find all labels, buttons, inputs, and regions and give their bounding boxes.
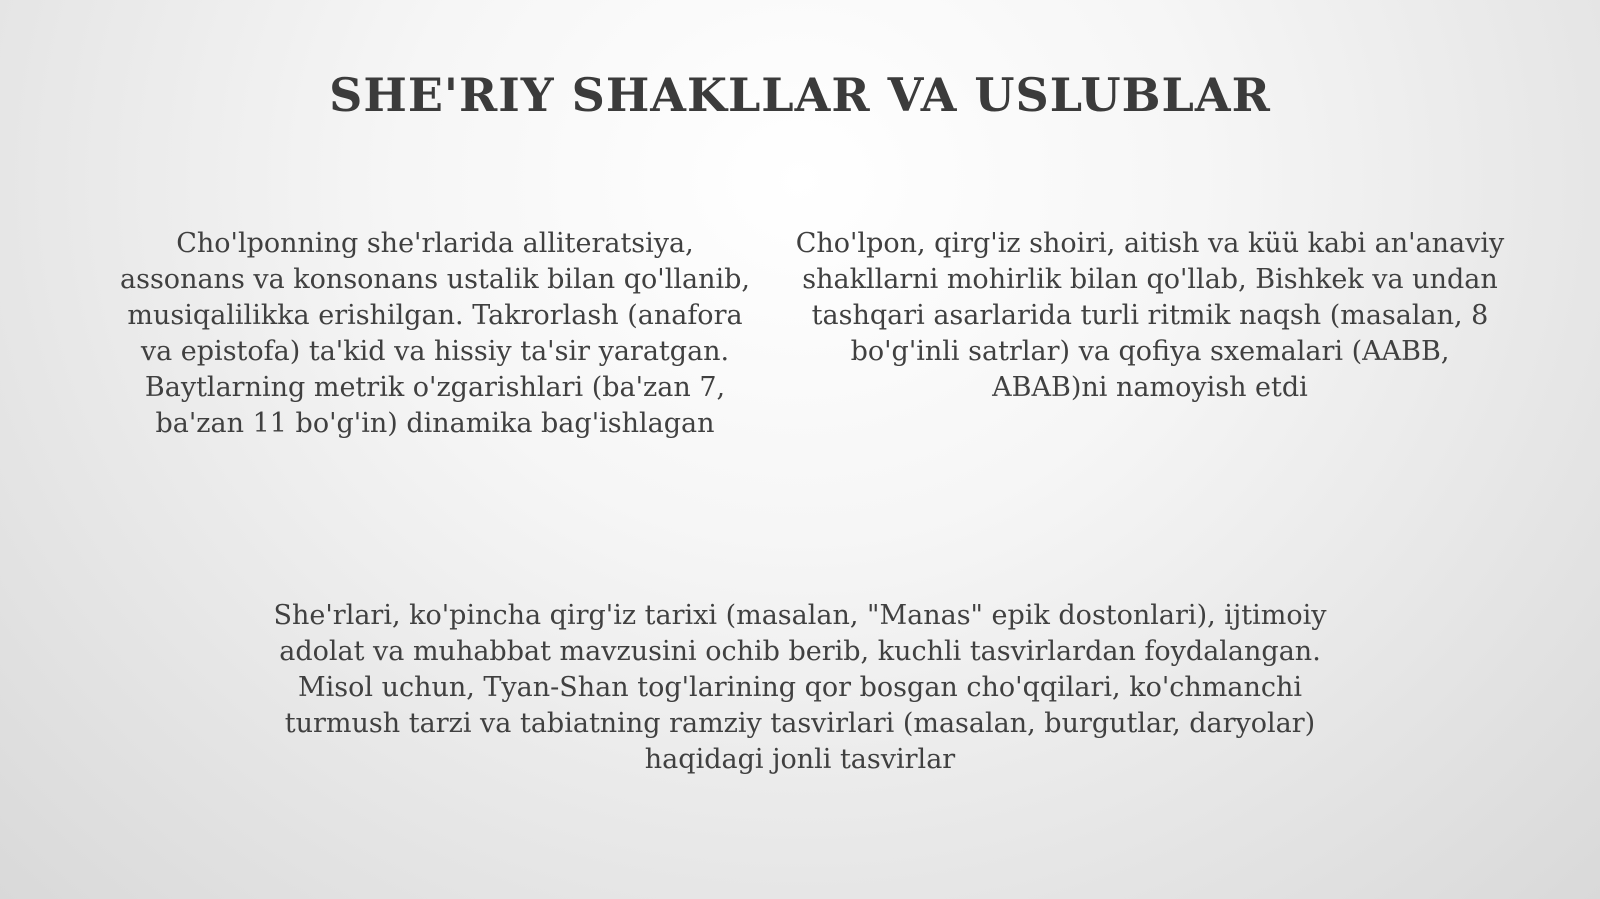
- slide-title: SHE'RIY SHAKLLAR VA USLUBLAR: [329, 68, 1271, 122]
- right-text-block: Cho'lpon, qirg'iz shoiri, aitish va küü kabi an'anaviy shakllarni mohirlik bilan qo'llab, Bishkek va undan tashqari asarlarida turli ritmik naqsh (masalan, 8 bo'g'inli satrlar) va qofiya sxemalari (AABB, ABAB)ni namoyish etdi: [795, 228, 1505, 403]
- bottom-text-block: She'rlari, ko'pincha qirg'iz tarixi (masalan, "Manas" epik dostonlari), ijtimoiy adolat va muhabbat mavzusini ochib berib, kuchli tasvirlardan foydalangan. Misol uchun, Tyan-Shan tog'larining qor bosgan cho'qqilari, ko'chmanchi turmush tarzi va tabiatning ramziy tasvirlari (masalan, burgutlar, daryolar) haqidagi jonli tasvirlar: [273, 600, 1327, 775]
- left-text-block: Cho'lponning she'rlarida alliteratsiya, assonans va konsonans ustalik bilan qo'llanib, musiqalilikka erishilgan. Takrorlash (anafora va epistofa) ta'kid va hissiy ta'sir yaratgan. Baytlarning metrik o'zgarishlari (ba'zan 7, ba'zan 11 bo'g'in) dinamika bag'ishlagan: [120, 228, 750, 439]
